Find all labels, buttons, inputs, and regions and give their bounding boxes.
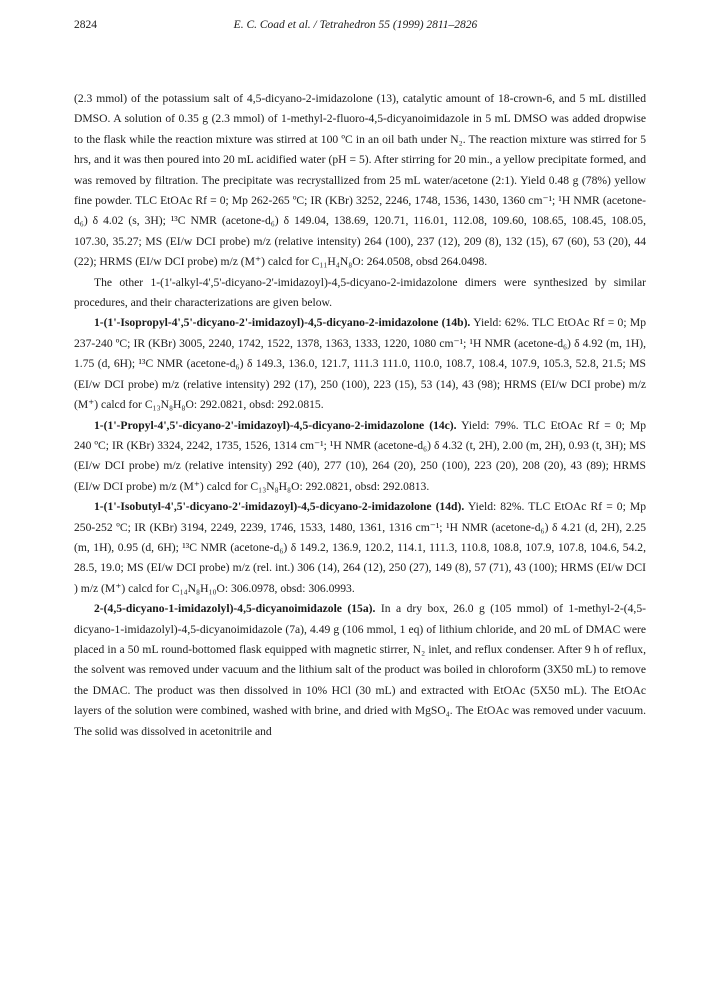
paragraph-14c bbox=[74, 416, 646, 498]
paragraph-text: In a dry box, 26.0 g (105 mmol) of 1-methyl-2-(4,5-dicyano-1-imidazolyl)-4,5-dicyanoimidazole (7a), 4.49 g (106 mmol, 1 eq) of lithium chloride, and 20 mL of DMAC were placed in a 50 mL round-bottomed flask equipped with magnetic stirrer, N₂ inlet, and reflux condenser. After 9 h of reflux, the solvent was removed under vacuum and the lithium salt of the product was boiled in chloroform (3X50 mL) to remove the DMAC. The product was then dissolved in 10% HCl (30 mL) and extracted with EtOAc (5X50 mL). The EtOAc layers of the solution were combined, washed with brine, and dried with MgSO₄. The EtOAc was removed under vacuum. The solid was dissolved in acetonitrile and bbox=[74, 602, 646, 738]
compound-title: 1-(1'-Propyl-4',5'-dicyano-2'-imidazoyl)-4,5-dicyano-2-imidazolone (14c). bbox=[94, 418, 457, 432]
running-head: E. C. Coad et al. / Tetrahedron 55 (1999) 2811–2826 bbox=[233, 19, 478, 31]
paragraph-text: Yield: 82%. TLC EtOAc Rf = 0; Mp 250-252 ºC; IR (KBr) 3194, 2249, 2239, 1746, 1533, 1480, 1361, 1316 cm⁻¹; ¹H NMR (acetone-d₆) δ 4.21 (d, 2H), 2.25 (m, 1H), 0.95 (d, 6H); ¹³C NMR (acetone-d₆) δ 149.2, 136.9, 120.2, 114.1, 111.3, 110.8, 108.8, 107.9, 107.8, 104.6, 54.2, 28.5, 19.0; MS (EI/w DCI probe) m/z (rel. int.) 306 (14), 264 (12), 250 (27), 149 (8), 57 (71), 43 (100); HRMS (EI/w DCI ) m/z (M⁺) calcd for C₁₄N₈H₁₀O: 306.0978, obsd: 306.0993. bbox=[74, 500, 646, 595]
page-number: 2824 bbox=[74, 19, 97, 31]
compound-title: 1-(1'-Isopropyl-4',5'-dicyano-2'-imidazoyl)-4,5-dicyano-2-imidazolone (14b). bbox=[94, 316, 471, 330]
body-text bbox=[74, 89, 646, 742]
paragraph-text: The other 1-(1'-alkyl-4',5'-dicyano-2'-imidazoyl)-4,5-dicyano-2-imidazolone dimers were synthesized by similar procedures, and their characterizations are given below. bbox=[74, 275, 646, 310]
page-header bbox=[74, 19, 637, 35]
paragraph-15a bbox=[74, 599, 646, 742]
paragraph-other-dimers bbox=[74, 273, 646, 314]
compound-title: 1-(1'-Isobutyl-4',5'-dicyano-2'-imidazoyl)-4,5-dicyano-2-imidazolone (14d). bbox=[94, 500, 465, 514]
paragraph-text: (2.3 mmol) of the potassium salt of 4,5-dicyano-2-imidazolone (13), catalytic amount of 18-crown-6, and 5 mL distilled DMSO. A solution of 0.35 g (2.3 mmol) of 1-methyl-2-fluoro-4,5-dicyanoimidazole in 5 mL DMSO was added dropwise to the flask while the reaction mixture was stirred at 100 ºC in an oil bath under N₂. The reaction mixture was stirred for 5 hrs, and it was then poured into 20 mL acidified water (pH = 5). After stirring for 20 min., a yellow precipitate formed, and was removed by filtration. The precipitate was recrystallized from 25 mL water/acetone (2:1). Yield 0.48 g (78%) yellow fine powder. TLC EtOAc Rf = 0; Mp 262-265 ºC; IR (KBr) 3252, 2246, 1748, 1536, 1430, 1360 cm⁻¹; ¹H NMR (acetone-d₆) δ 4.02 (s, 3H); ¹³C NMR (acetone-d₆) δ 149.04, 138.69, 120.71, 116.01, 112.08, 109.60, 108.65, 108.45, 108.05, 107.30, 35.27; MS (EI/w DCI probe) m/z (relative intensity) 264 (100), 237 (12), 209 (8), 132 (15), 67 (60), 53 (20), 44 (22); HRMS (EI/w DCI probe) m/z (M⁺) calcd for C₁₁H₄N₈O: 264.0508, obsd 264.0498. bbox=[74, 92, 646, 269]
compound-title: 2-(4,5-dicyano-1-imidazolyl)-4,5-dicyanoimidazole (15a). bbox=[94, 602, 376, 616]
paragraph-14d bbox=[74, 497, 646, 599]
paragraph-text: Yield: 79%. TLC EtOAc Rf = 0; Mp 240 ºC; IR (KBr) 3324, 2242, 1735, 1526, 1314 cm⁻¹; ¹H NMR (acetone-d₆) δ 4.32 (t, 2H), 2.00 (m, 2H), 0.93 (t, 3H); MS (EI/w DCI probe) m/z (relative intensity) 292 (40), 277 (10), 264 (20), 250 (100), 223 (20), 208 (20), 43 (89); HRMS (EI/w DCI probe) m/z (M⁺) calcd for C₁₃N₈H₈O: 292.0821, obsd: 292.0813. bbox=[74, 418, 647, 493]
paragraph-text: Yield: 62%. TLC EtOAc Rf = 0; Mp 237-240 ºC; IR (KBr) 3005, 2240, 1742, 1522, 1378, 1363, 1333, 1220, 1080 cm⁻¹; ¹H NMR (acetone-d₆) δ 4.92 (m, 1H), 1.75 (d, 6H); ¹³C NMR (acetone-d₆) δ 149.3, 136.0, 121.7, 111.3 111.0, 110.0, 108.7, 108.4, 107.9, 105.3, 52.8, 21.5; MS (EI/w DCI probe) m/z (relative intensity) 292 (17), 250 (100), 223 (15), 53 (14), 43 (98); HRMS (EI/w DCI probe) m/z (M⁺) calcd for C₁₃N₈H₈O: 292.0821, obsd: 292.0815. bbox=[74, 316, 646, 412]
paragraph-13-continuation bbox=[74, 89, 646, 273]
paragraph-14b bbox=[74, 313, 646, 415]
